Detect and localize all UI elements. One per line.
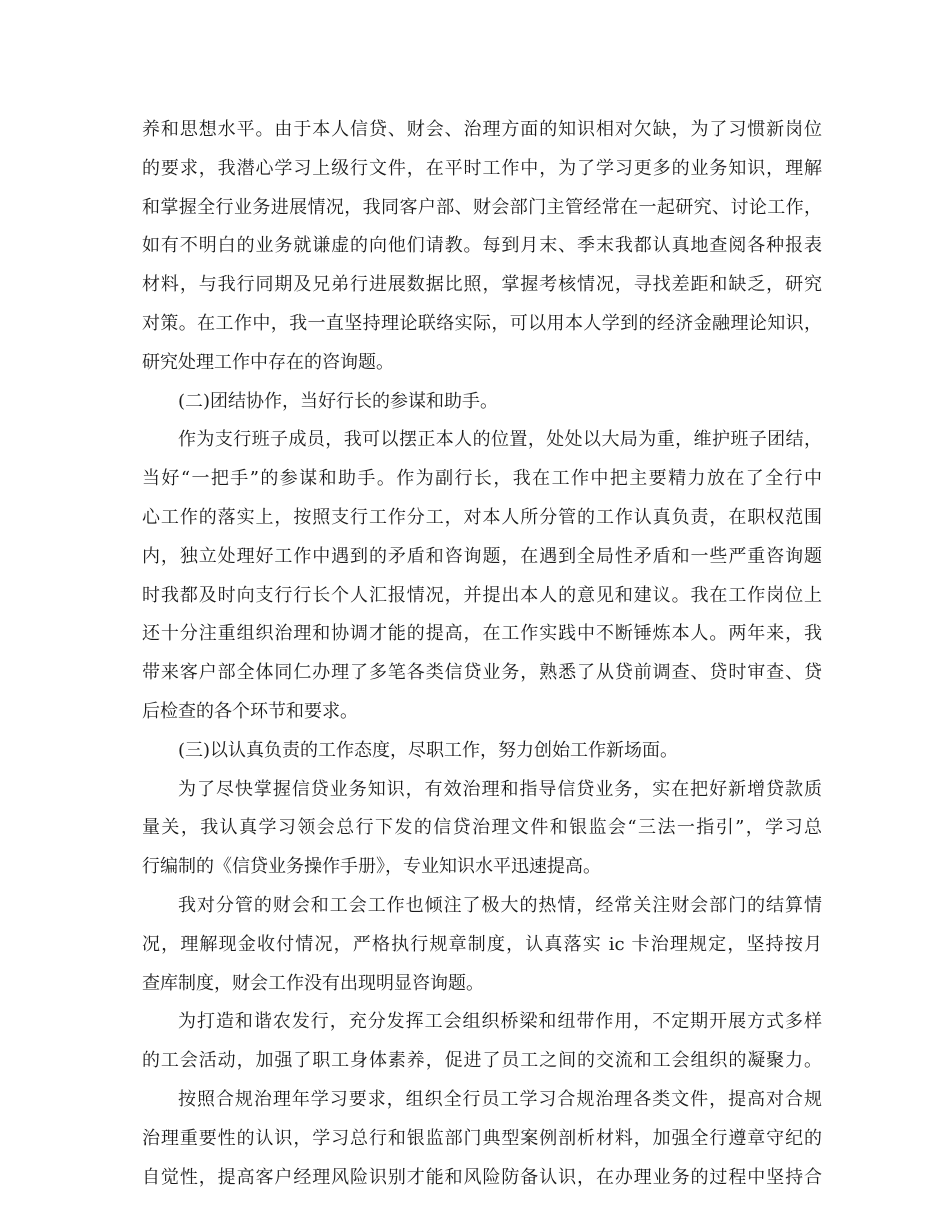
text-line: 内，独立处理好工作中遇到的矛盾和咨询题，在遇到全局性矛盾和一些严重咨询题 — [142, 545, 822, 567]
text-line: 作为支行班子成员，我可以摆正本人的位置，处处以大局为重，维护班子团结， — [178, 429, 822, 451]
text-line: 查库制度，财会工作没有出现明显咨询题。 — [142, 972, 484, 994]
text-line: 为打造和谐农发行，充分发挥工会组织桥梁和纽带作用，不定期开展方式多样 — [178, 1011, 822, 1033]
text-line: 对策。在工作中，我一直坚持理论联络实际，可以用本人学到的经济金融理论知识， — [142, 312, 822, 334]
text-line: 如有不明白的业务就谦虚的向他们请教。每到月末、季末我都认真地查阅各种报表 — [142, 235, 822, 257]
text-line: 自觉性，提高客户经理风险识别才能和风险防备认识，在办理业务的过程中坚持合 — [142, 1166, 822, 1188]
text-line: 按照合规治理年学习要求，组织全行员工学习合规治理各类文件，提高对合规 — [178, 1088, 822, 1110]
text-line: 研究处理工作中存在的咨询题。 — [142, 351, 394, 373]
text-line: 还十分注重组织治理和协调才能的提高，在工作实践中不断锤炼本人。两年来，我 — [142, 623, 822, 645]
text-line: 行编制的《信贷业务操作手册》，专业知识水平迅速提高。 — [142, 856, 601, 878]
text-line: 养和思想水平。由于本人信贷、财会、治理方面的知识相对欠缺，为了习惯新岗位 — [142, 119, 822, 140]
text-line: 我对分管的财会和工会工作也倾注了极大的热情，经常关注财会部门的结算情 — [178, 894, 822, 916]
text-line: (二)团结协作，当好行长的参谋和助手。 — [178, 390, 499, 412]
text-line: 量关，我认真学习领会总行下发的信贷治理文件和银监会“三法一指引”，学习总 — [142, 817, 822, 839]
text-line: 带来客户部全体同仁办理了多笔各类信贷业务，熟悉了从贷前调查、贷时审查、贷 — [142, 662, 822, 684]
document-body — [142, 111, 822, 1197]
text-line: 况，理解现金收付情况，严格执行规章制度，认真落实 ic 卡治理规定，坚持按月 — [142, 933, 822, 955]
text-line: 的要求，我潜心学习上级行文件，在平时工作中，为了学习更多的业务知识，理解 — [142, 157, 822, 179]
text-line: 心工作的落实上，按照支行工作分工，对本人所分管的工作认真负责，在职权范围 — [142, 506, 822, 528]
text-line: 治理重要性的认识，学习总行和银监部门典型案例剖析材料，加强全行遵章守纪的 — [142, 1127, 822, 1149]
text-line: 后检查的各个环节和要求。 — [142, 700, 358, 722]
text-line: (三)以认真负责的工作态度，尽职工作，努力创始工作新场面。 — [178, 739, 679, 761]
text-line: 时我都及时向支行行长个人汇报情况，并提出本人的意见和建议。我在工作岗位上 — [142, 584, 822, 606]
text-line: 当好“一把手”的参谋和助手。作为副行长，我在工作中把主要精力放在了全行中 — [142, 468, 822, 490]
text-line: 为了尽快掌握信贷业务知识，有效治理和指导信贷业务，实在把好新增贷款质 — [178, 778, 822, 800]
text-line: 材料，与我行同期及兄弟行进展数据比照，掌握考核情况，寻找差距和缺乏，研究 — [142, 274, 822, 296]
text-line: 的工会活动，加强了职工身体素养，促进了员工之间的交流和工会组织的凝聚力。 — [142, 1050, 822, 1072]
text-line: 和掌握全行业务进展情况，我同客户部、财会部门主管经常在一起研究、讨论工作， — [142, 196, 822, 218]
